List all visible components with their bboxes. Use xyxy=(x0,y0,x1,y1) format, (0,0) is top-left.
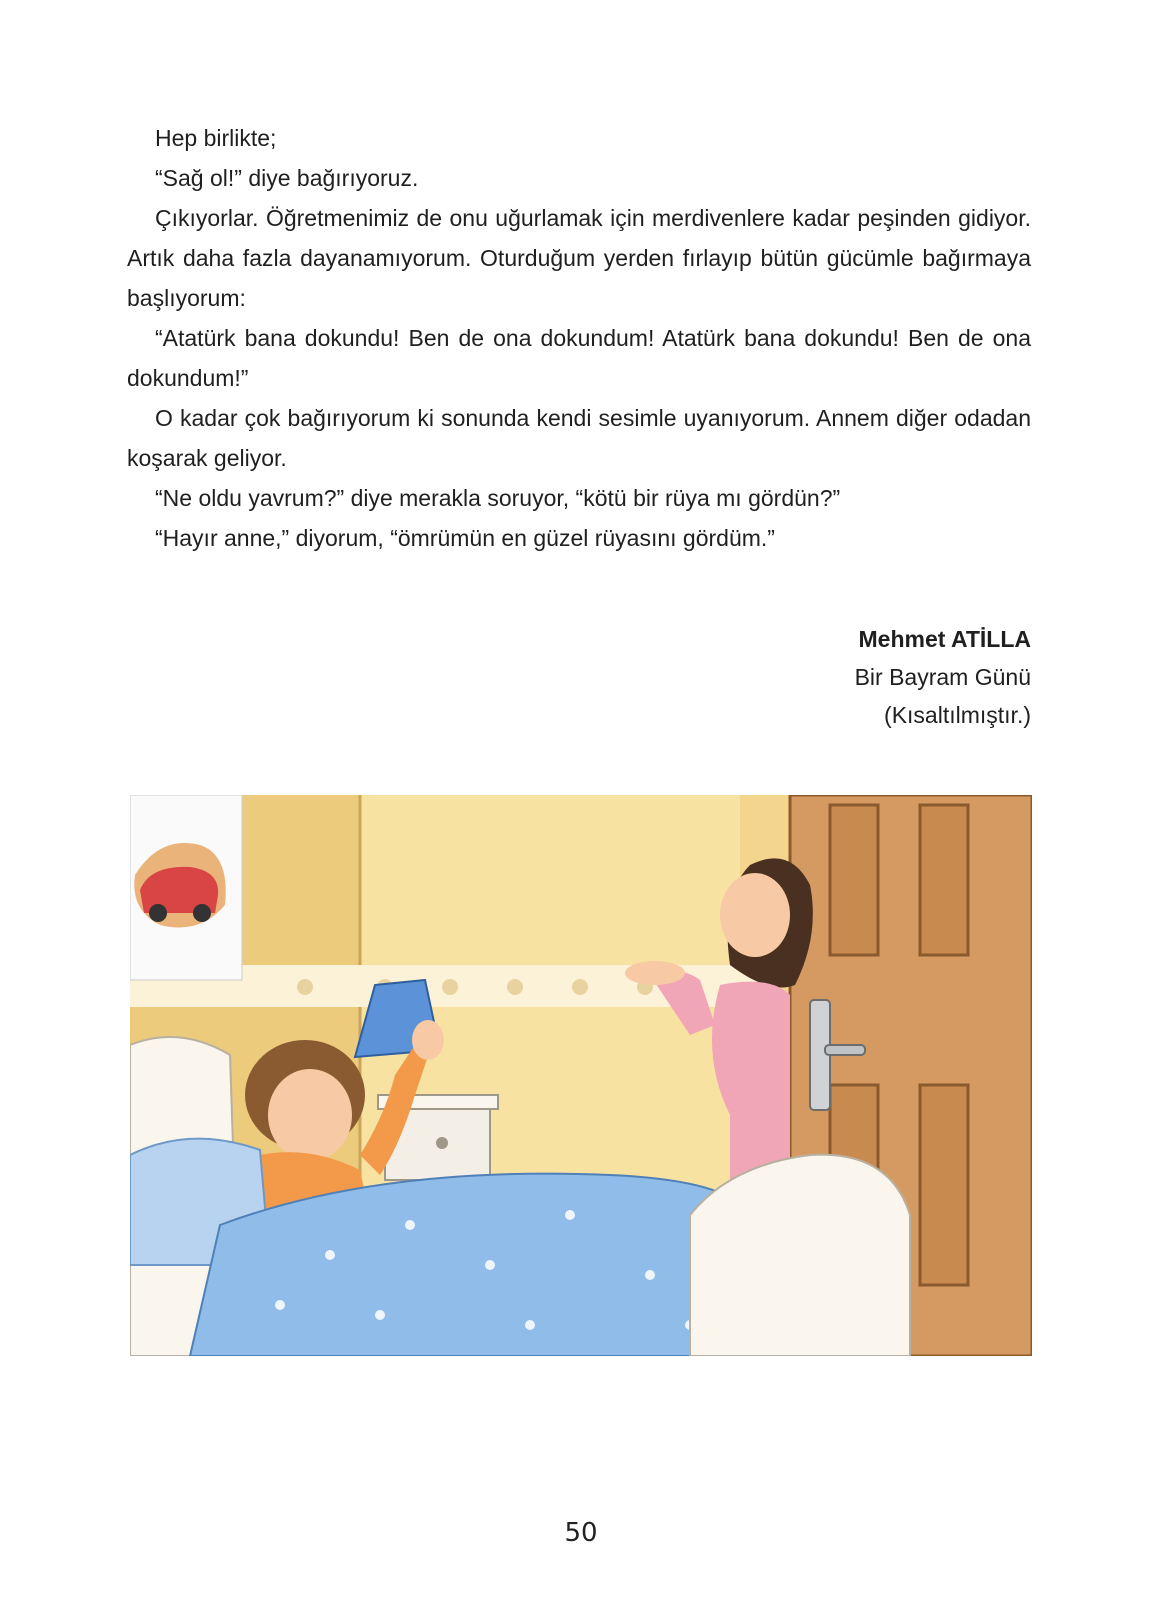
attribution xyxy=(855,620,1031,734)
abridged-note: (Kısaltılmıştır.) xyxy=(884,702,1031,728)
paragraph: “Hayır anne,” diyorum, “ömrümün en güzel rüyasını gördüm.” xyxy=(155,525,775,551)
story-text xyxy=(127,118,1031,558)
page-number: 50 xyxy=(564,1518,598,1548)
author-name: Mehmet ATİLLA xyxy=(858,626,1031,652)
paragraph: “Atatürk bana dokundu! Ben de ona dokundum! Atatürk bana dokundu! Ben de ona dokundum!” xyxy=(127,325,1031,391)
paragraph: “Sağ ol!” diye bağırıyoruz. xyxy=(155,165,419,191)
source-title: Bir Bayram Günü xyxy=(854,664,1031,690)
paragraph: O kadar çok bağırıyorum ki sonunda kendi sesimle uyanıyorum. Annem diğer odadan koşarak geliyor. xyxy=(127,405,1031,471)
paragraph: Çıkıyorlar. Öğretmenimiz de onu uğurlamak için merdivenlere kadar peşinden gidiyor. Artık daha fazla dayanamıyorum. Oturduğum yerden fırlayıp bütün gücümle bağırmaya başlıyorum: xyxy=(127,205,1031,311)
paragraph: Hep birlikte; xyxy=(155,125,277,151)
paragraph: “Ne oldu yavrum?” diye merakla soruyor, “kötü bir rüya mı gördün?” xyxy=(155,485,841,511)
bedroom-illustration xyxy=(130,795,1032,1356)
